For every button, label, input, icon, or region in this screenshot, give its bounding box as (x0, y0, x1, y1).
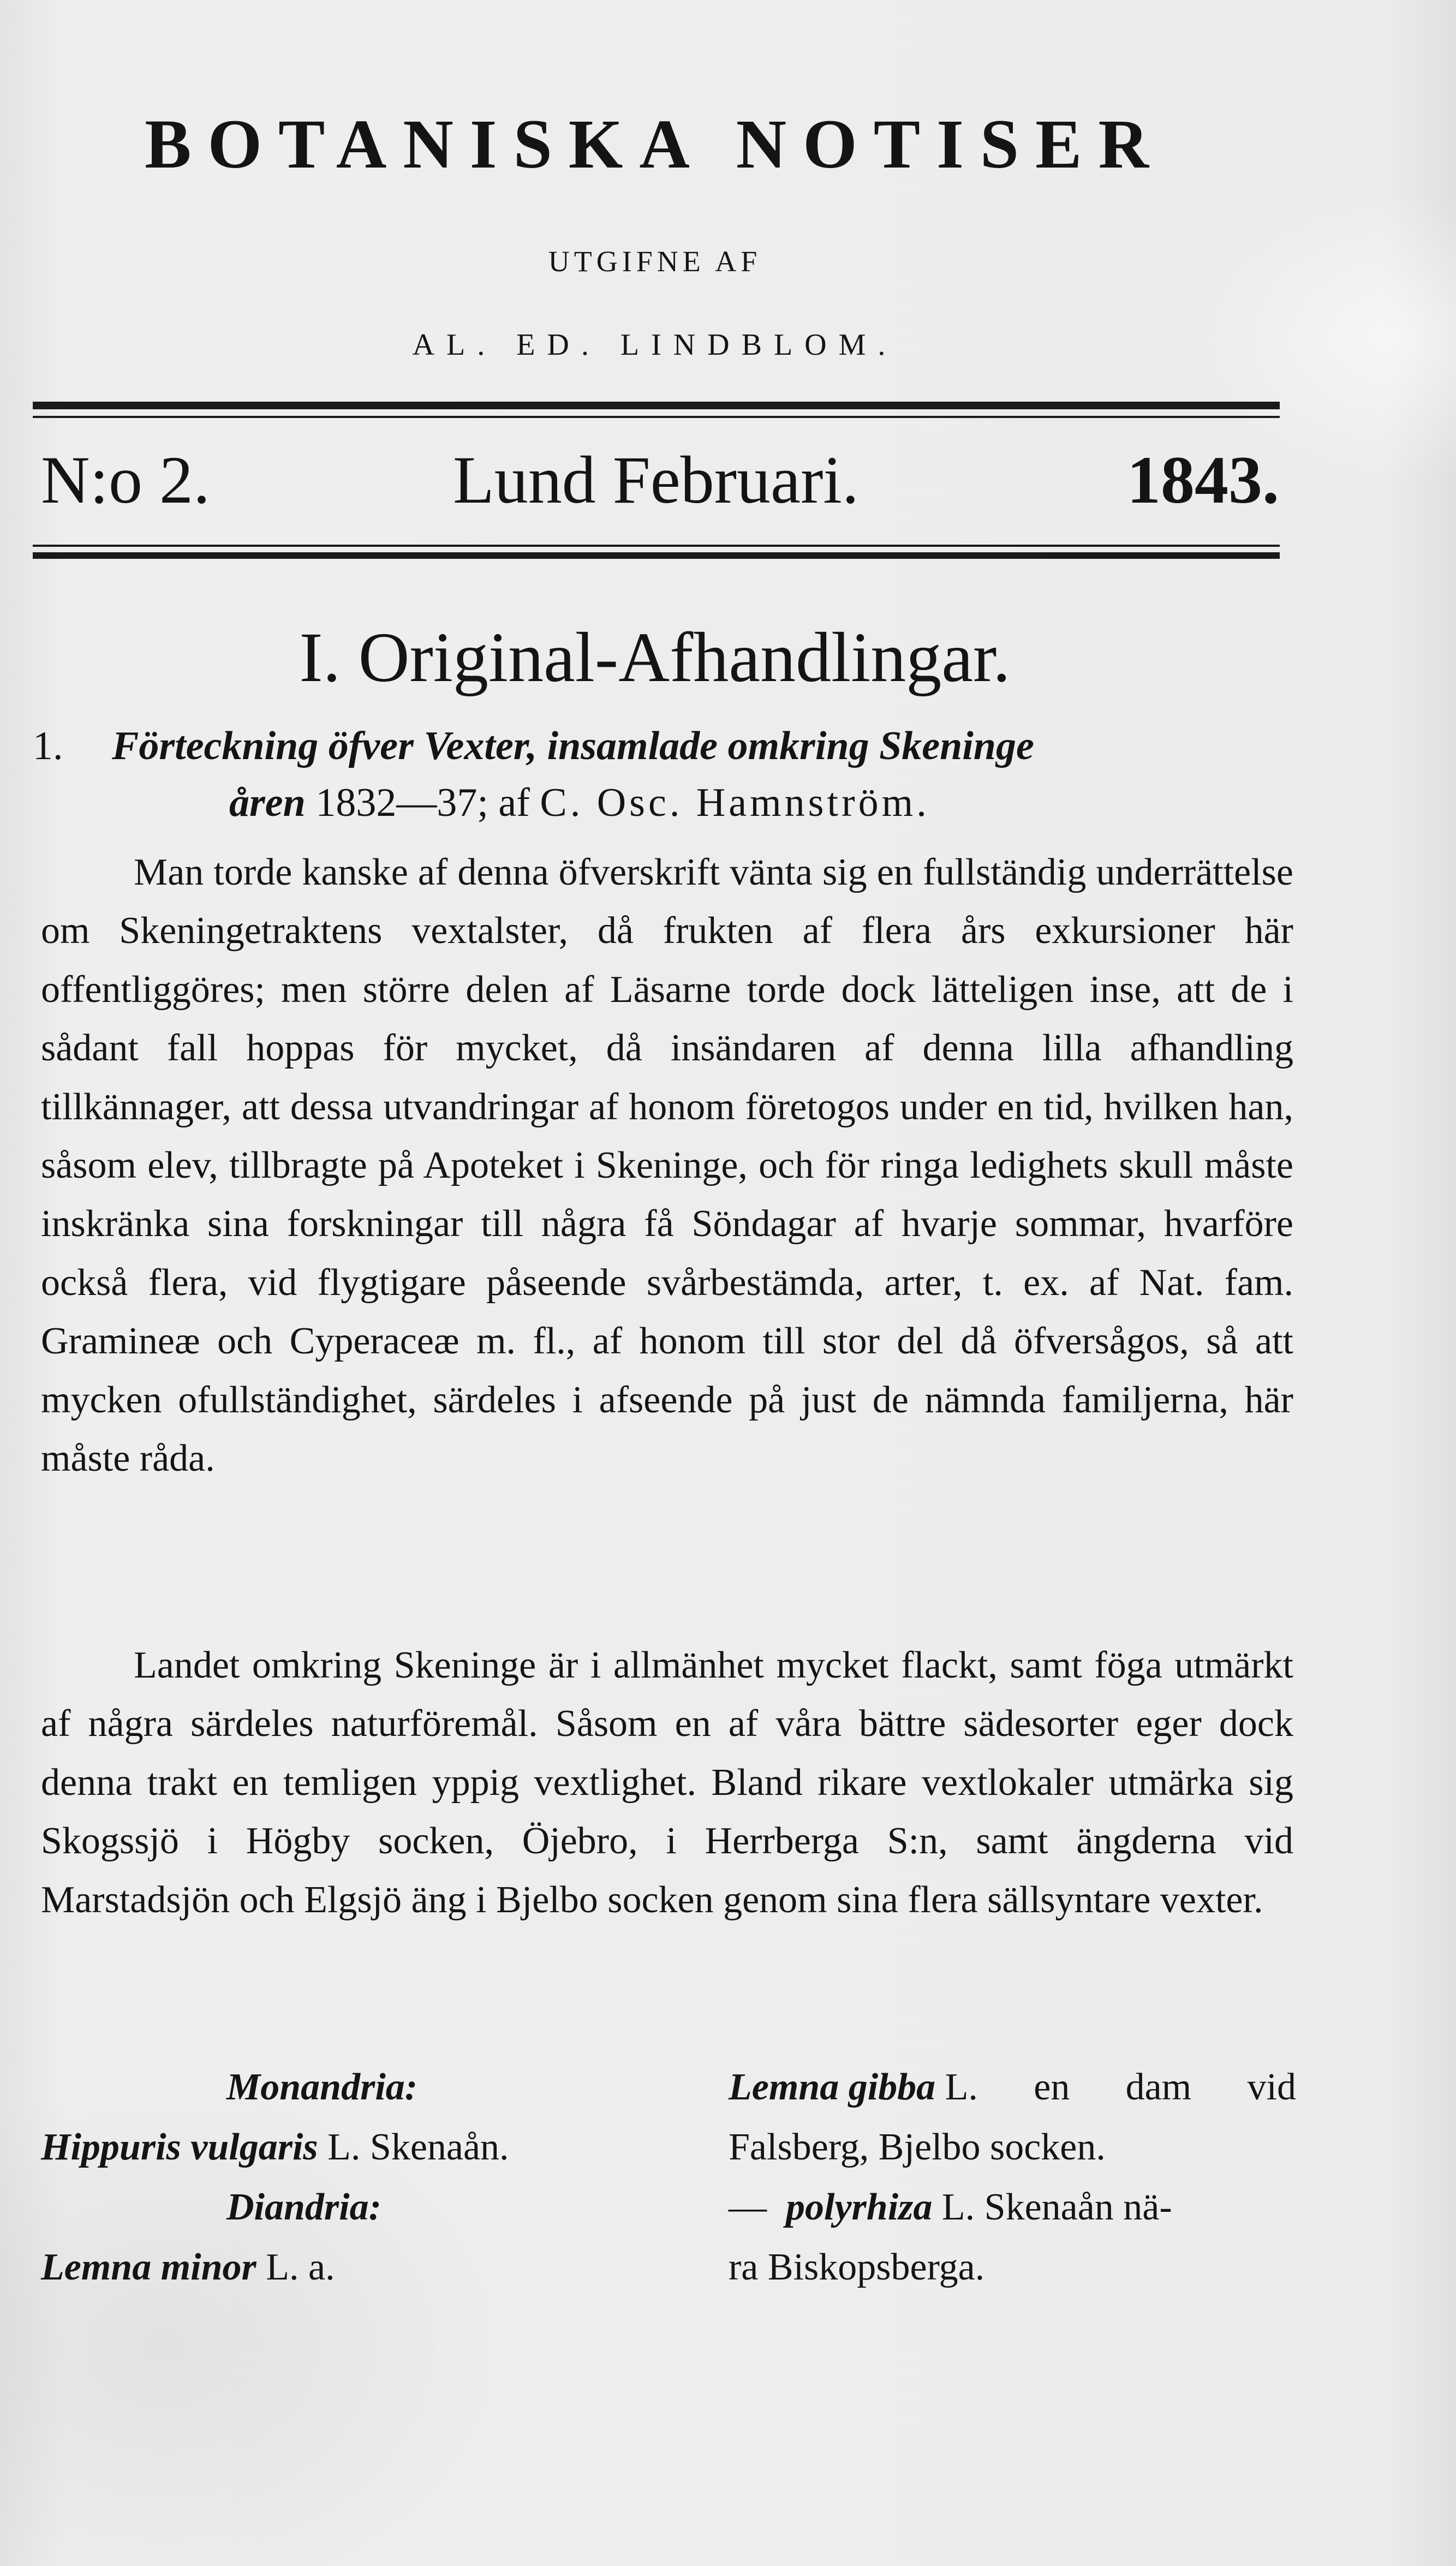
article-author-prefix: af (498, 780, 530, 825)
species-detail: L. Skenaån. (327, 2126, 509, 2168)
article-title-word: åren (229, 780, 306, 825)
body-paragraph-2: Landet omkring Skeninge är i allmänhet mycket flackt, samt föga utmärkt af några särdeles naturföremål. Såsom en af våra bättre sädesorter eger dock denna trakt en temligen yppig vextlighet. Bland rikare vextlokaler utmärka sig Skogssjö i Högby socken, Öjebro, i Herrberga S:n, samt ängderna vid Marstadsjön och Elgsjö äng i Bjelbo socken genom sina flera sällsyntare vexter. (41, 1644, 1293, 1921)
species-detail-word: en (1034, 2066, 1070, 2108)
species-author: L. (945, 2066, 978, 2108)
article-title-line1: Förteckning öfver Vexter, insamlade omkring Skeninge (112, 724, 1034, 768)
top-rule-thick (33, 402, 1280, 409)
species-detail-word: dam (1125, 2066, 1192, 2108)
species-detail: ra Biskopsberga. (729, 2246, 985, 2288)
issue-year: 1843. (1127, 443, 1279, 517)
species-row (41, 2117, 685, 2177)
article-number: 1. (33, 724, 63, 768)
journal-title: BOTANISKA NOTISER (145, 105, 1165, 183)
species-name: Lemna gibba (729, 2066, 936, 2108)
species-row (729, 2177, 1296, 2237)
bottom-rule-thick (33, 552, 1280, 559)
species-detail-word: vid (1247, 2066, 1296, 2108)
category-diandria: Diandria: (226, 2186, 381, 2228)
species-row (729, 2237, 1296, 2298)
species-column-right (729, 2057, 1296, 2298)
species-column-left (41, 2057, 685, 2298)
article-title-line2 (33, 774, 1293, 831)
issue-number: N:o 2. (41, 443, 210, 517)
category-row (41, 2057, 685, 2117)
top-rule-thin (33, 416, 1280, 418)
article-title (33, 718, 1293, 831)
article-author: C. Osc. Hamnström. (540, 780, 930, 825)
species-row (41, 2237, 685, 2298)
species-detail: Falsberg, Bjelbo socken. (729, 2126, 1106, 2168)
category-row (41, 2177, 685, 2237)
category-monandria: Monandria: (226, 2066, 418, 2108)
editor-name: AL. ED. LINDBLOM. (412, 328, 898, 362)
species-row (729, 2117, 1296, 2177)
species-name: Hippuris vulgaris (41, 2126, 318, 2168)
species-name: polyrhiza (786, 2186, 933, 2228)
issue-place-date: Lund Februari. (453, 443, 859, 517)
bottom-rule-thin (33, 545, 1280, 547)
body-paragraph-1: Man torde kanske af denna öfverskrift vänta sig en fullständig underrättelse om Skeningetraktens vextalster, då frukten af flera års exkursioner här offentliggöres; men större delen af Läsarne torde dock lätteligen inse, att de i sådant fall hoppas för mycket, då insändaren af denna lilla afhandling tillkännager, att dessa utvandringar af honom företogos under en tid, hvilken han, såsom elev, tillbragte på Apoteket i Skeninge, och för ringa ledighets skull måste inskränka sina forskningar till några få Söndagar af hvarje sommar, hvarföre också flera, vid flygtigare påseende svårbestämda, arter, t. ex. af Nat. fam. Gramineæ och Cyperaceæ m. fl., af honom till stor del då öfversågos, så att mycken ofullständighet, särdeles i afseende på just de nämnda familjerna, här måste råda. (41, 851, 1293, 1480)
species-row (729, 2057, 1296, 2117)
species-name: Lemna minor (41, 2246, 256, 2288)
species-detail: L. Skenaån nä- (941, 2186, 1172, 2228)
ditto-dash: — (729, 2186, 767, 2228)
species-detail: L. a. (266, 2246, 335, 2288)
section-heading: I. Original-Afhandlingar. (299, 618, 1011, 697)
article-years: 1832—37; (315, 780, 488, 825)
editor-label: UTGIFNE AF (548, 245, 762, 278)
